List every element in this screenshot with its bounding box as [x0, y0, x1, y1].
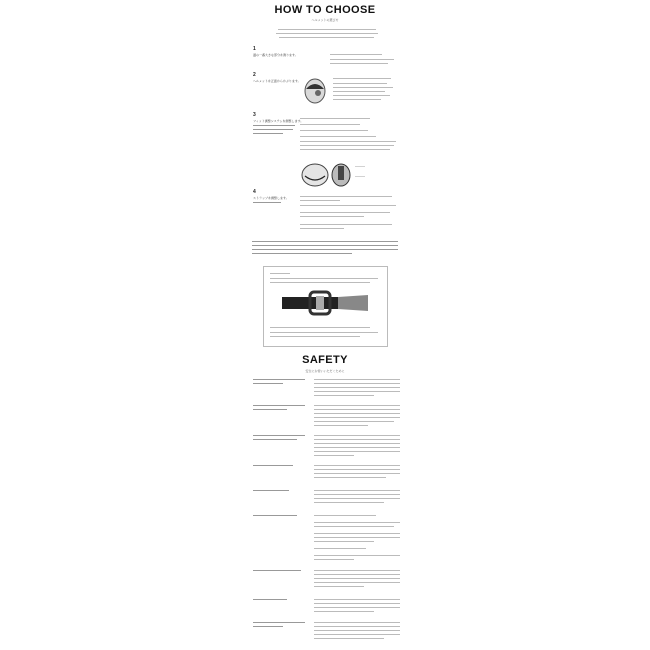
step-3-number: 3: [253, 112, 256, 118]
step-4-label: ストラップを調整します。: [253, 196, 289, 200]
step-2-label: ヘルメットを正面からかぶります。: [253, 79, 301, 83]
step-2-number: 2: [253, 72, 256, 78]
step-1-label: 頭の一番大きな部分を測ります。: [253, 53, 298, 57]
helmet-side-icon: [303, 77, 327, 105]
step-4-number: 4: [253, 189, 256, 195]
helmet-rear-icon: [300, 162, 330, 188]
step-1-number: 1: [253, 46, 256, 52]
how-to-choose-title: HOW TO CHOOSE: [274, 4, 376, 16]
strap-adjustment-box: [263, 266, 388, 347]
how-to-choose-subtitle: ヘルメットの選び方: [311, 18, 339, 22]
step-3-label: フィット調整システムを調整します。: [253, 119, 304, 123]
helmet-top-icon: [330, 162, 352, 188]
safety-subtitle: 安全にお使いいただくために: [305, 369, 345, 373]
strap-buckle-icon: [282, 289, 368, 319]
safety-title: SAFETY: [302, 354, 348, 366]
